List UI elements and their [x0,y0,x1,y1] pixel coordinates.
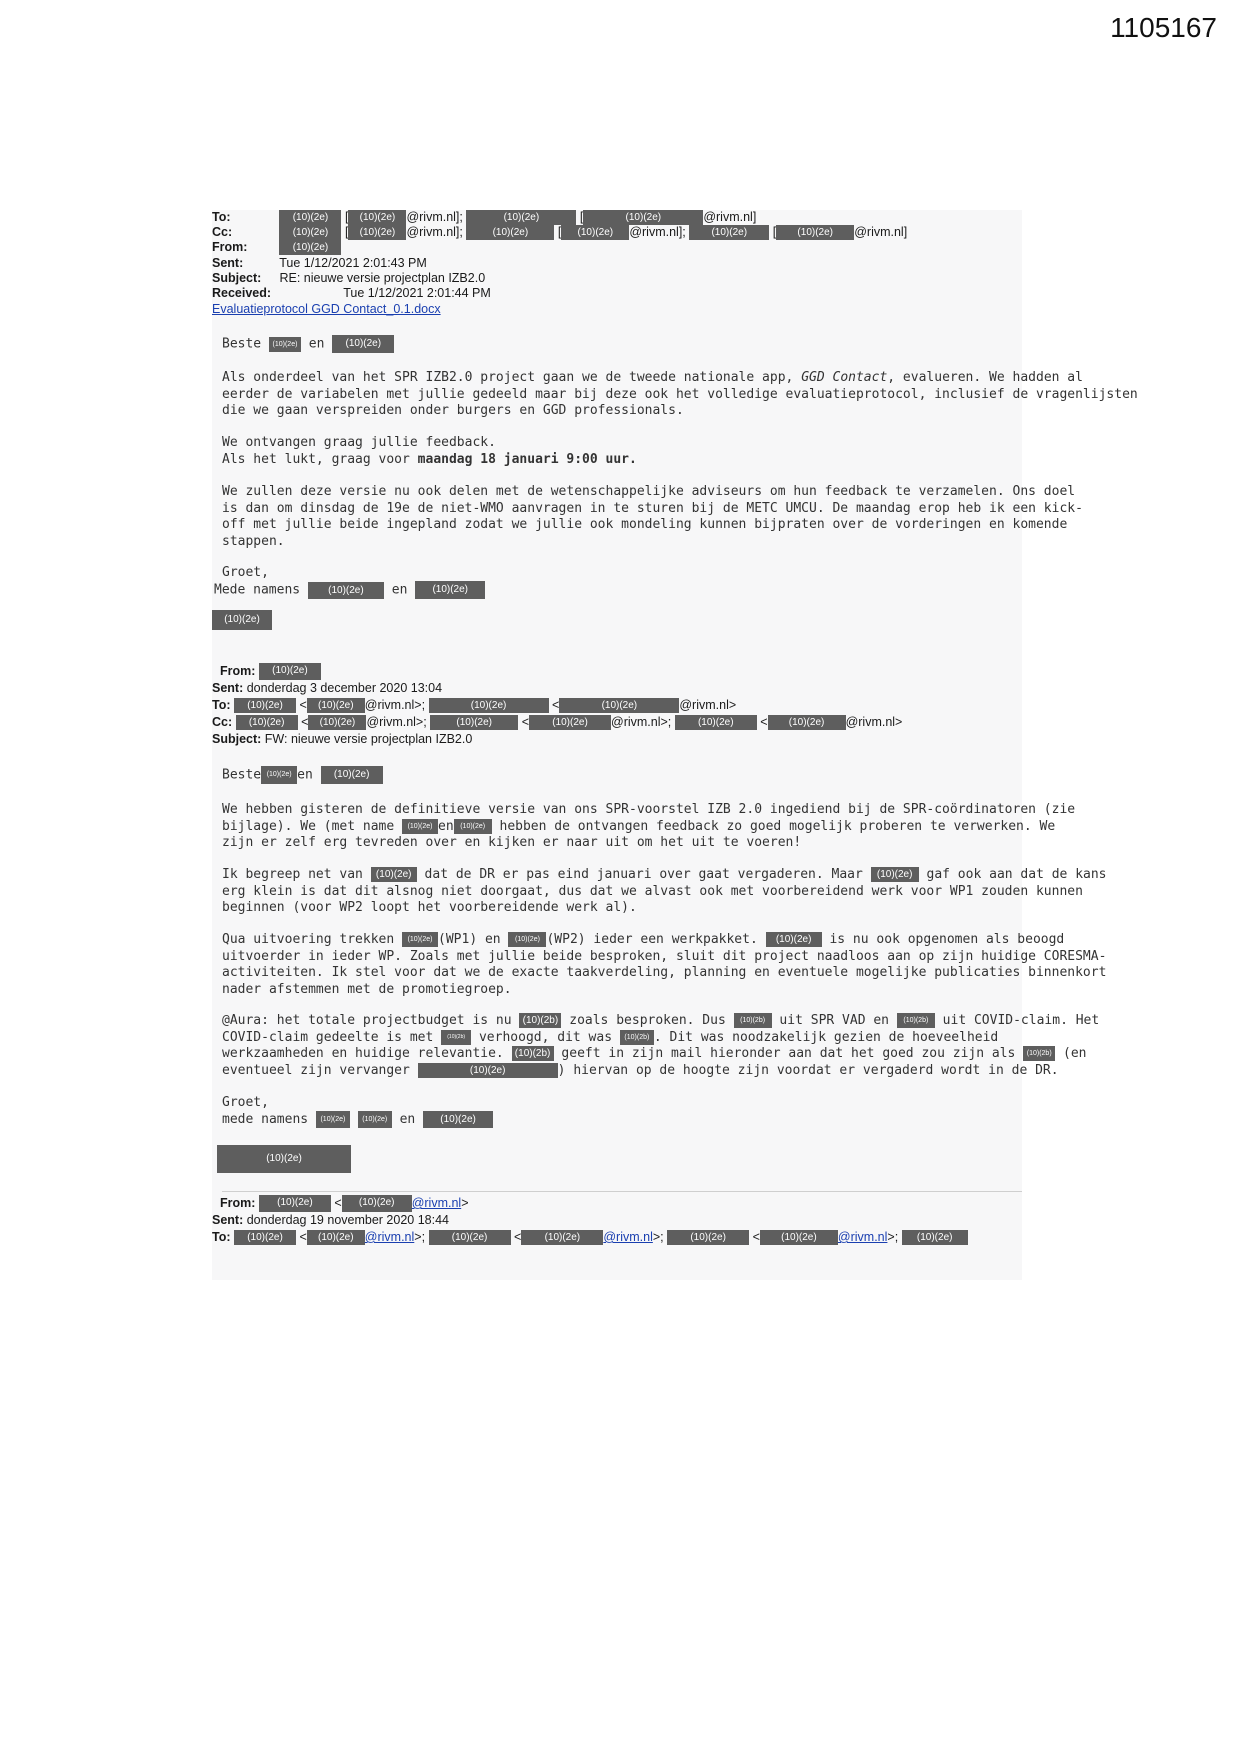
email-domain: @rivm.nl]; [406,225,463,239]
attachment-link[interactable]: Evaluatieprotocol GGD Contact_0.1.docx [212,302,441,316]
redaction: (10)(2b) [519,1013,561,1028]
redaction: (10)(2e) [308,715,366,730]
email1-received-row [212,286,491,301]
email-printout [212,210,1138,1280]
email1-from-row [212,240,341,255]
email2-paragraph-4: @Aura: het totale projectbudget is nu (10)(2b) zoals besproken. Dus (10)(2b) uit SPR VAD en (10)(2b) uit COVID-claim. Het COVID-claim gedeelte is met (10)(2b) verhoogd, dit was (10)(2b) . Dit was noodzakelijk gezien de hoeveelheid werkzaamheden en huidige relevantie. (10)(2b) geeft in zijn mail hieronder aan dat het goed zou zijn als (10)(2b) (en eventueel zijn vervanger (10)(2e) ) hiervan op de hoogte zijn voordat er vergaderd wordt in de DR. [222,1013,1100,1078]
redaction: (10)(2e) [429,1230,511,1245]
redaction: (10)(2e) [348,210,406,225]
redaction: (10)(2e) [279,210,341,225]
redaction: (10)(2e) [529,715,611,730]
email2-paragraph-3: Qua uitvoering trekken (10)(2e) (WP1) en (10)(2e) (WP2) ieder een werkpakket. (10)(2e) is nu ook opgenomen als beoogd uitvoerder in ieder WP. Zoals met jullie beide besproken, sluit dit project naadloos aan op zijn huidige CORESMA- activiteiten. Ik stel voor dat we de exacte taakverdeling, planning en eventuele mogelijke publicaties binnenkort nader afstemmen met de promotiegroep. [222,932,1107,997]
email-domain: @rivm.nl] [703,210,757,224]
redaction: (10)(2e) [321,766,383,784]
redaction: (10)(2e) [902,1230,968,1245]
redaction: (10)(2e) [766,932,822,947]
redaction: (10)(2e) [348,225,406,240]
email-link[interactable]: @rivm.nl [411,1196,462,1210]
redaction: (10)(2e) [307,698,365,713]
redaction: (10)(2e) [259,1195,331,1212]
email2-greeting: Beste (10)(2e) en (10)(2e) [222,766,383,784]
received-date: Tue 1/12/2021 2:01:44 PM [343,286,491,300]
redaction: (10)(2e) [871,867,919,882]
email3-from-row: From: (10)(2e) < (10)(2e) @rivm.nl> [220,1195,469,1212]
redaction: (10)(2e) [667,1230,749,1245]
redaction: (10)(2e) [402,932,438,947]
redaction: (10)(2e) [259,663,321,680]
received-label: Received: [212,286,272,300]
email1-paragraph-2: We ontvangen graag jullie feedback. Als het lukt, graag voor maandag 18 januari 9:00 uur. [222,435,637,467]
redaction: (10)(2e) [675,715,757,730]
email3-to-row: To: (10)(2e) < (10)(2e) @rivm.nl>; (10)(2e) < (10)(2e) @rivm.nl>; (10)(2e) < (10)(2e) @rivm.nl>; (10)(2e) [212,1229,968,1246]
email1-closing: Groet, [222,565,269,580]
email2-subject-row: Subject: FW: nieuwe versie projectplan IZB2.0 [212,732,473,746]
email-domain: @rivm.nl]; [406,210,463,224]
redaction: (10)(2e) [307,1230,365,1245]
email-domain: @rivm.nl] [854,225,908,239]
email2-sent-row: Sent: donderdag 3 december 2020 13:04 [212,681,443,695]
email2-cc-row: Cc: (10)(2e) < (10)(2e) @rivm.nl>; (10)(2e) < (10)(2e) @rivm.nl>; (10)(2e) < (10)(2e) @rivm.nl> [212,715,903,729]
redaction: (10)(2e) [342,1195,412,1212]
redaction: (10)(2e) [466,210,576,225]
redaction: (10)(2e) [561,225,629,240]
redaction: (10)(2e) [423,1111,493,1128]
email2-paragraph-1: We hebben gisteren de definitieve versie van ons SPR-voorstel IZB 2.0 ingediend bij de SPR-coördinatoren (zie bijlage). We (met name (10)(2e) en (10)(2e) hebben de ontvangen feedback zo goed mogelijk proberen te verwerken. We zijn er zelf erg tevreden over en kijken er naar uit om het uit te voeren! [222,802,1076,850]
email-link[interactable]: @rivm.nl [603,1230,653,1244]
email1-subject-row [212,271,485,286]
email2-from-row: From: (10)(2e) [220,663,321,680]
cc-label: Cc: [212,225,233,239]
redaction: (10)(2e) [429,698,549,713]
redaction: (10)(2b) [620,1030,654,1045]
redaction: (10)(2e) [308,582,384,599]
email1-sent-row [212,256,427,271]
email2-closing: Groet, [222,1095,269,1110]
email-link[interactable]: @rivm.nl [837,1230,888,1244]
email2-signature [217,1145,351,1173]
redaction: (10)(2e) [371,867,417,882]
email1-signature [212,610,272,630]
email2-paragraph-2: Ik begreep net van (10)(2e) dat de DR er pas eind januari over gaat vergaderen. Maar (10)(2e) gaf ook aan dat de kans erg klein is dat dit alsnog niet doorgaat, dus dat we alvast ook met voorbereidend werk voor WP1 zouden kunnen beginnen (voor WP2 loopt het voorbereidende werk al). [222,867,1107,915]
redaction: (10)(2e) [234,1230,296,1245]
to-label: To: [212,210,231,224]
redaction: (10)(2e) [559,698,679,713]
redaction: (10)(2e) [261,766,297,784]
redaction: (10)(2e) [466,225,554,240]
subject-text: RE: nieuwe versie projectplan IZB2.0 [279,271,486,285]
redaction: (10)(2e) [508,932,546,947]
redaction: (10)(2e) [269,337,301,352]
redaction: (10)(2e) [217,1145,351,1173]
email1-attachment-row [212,302,441,317]
redaction: (10)(2e) [358,1111,392,1128]
redaction: (10)(2e) [521,1230,603,1245]
redaction: (10)(2e) [316,1111,350,1128]
redaction: (10)(2e) [760,1230,838,1245]
redaction: (10)(2e) [279,240,341,255]
redaction: (10)(2b) [897,1013,935,1028]
redaction: (10)(2b) [441,1030,471,1045]
redaction: (10)(2e) [415,581,485,599]
redaction: (10)(2e) [768,715,846,730]
from-label: From: [212,240,248,254]
email3-sent-row: Sent: donderdag 19 november 2020 18:44 [212,1213,449,1227]
redaction: (10)(2e) [212,610,272,630]
email-domain: @rivm.nl]; [629,225,686,239]
redaction: (10)(2e) [332,335,394,353]
redaction: (10)(2e) [689,225,769,240]
redaction: (10)(2e) [583,210,703,225]
email1-signoff: Mede namens (10)(2e) en (10)(2e) [214,581,485,599]
redaction: (10)(2e) [279,225,341,240]
divider [222,1191,1022,1192]
sent-date: Tue 1/12/2021 2:01:43 PM [279,256,427,270]
redaction: (10)(2e) [236,715,298,730]
redaction: (10)(2b) [1023,1046,1055,1061]
redaction: (10)(2b) [734,1013,772,1028]
email1-to-row: To: (10)(2e) [ (10)(2e) @rivm.nl]; (10)(2e) [ (10)(2e) @rivm.nl] [212,210,757,224]
redaction: (10)(2e) [454,819,492,834]
redaction: (10)(2e) [234,698,296,713]
redaction: (10)(2e) [430,715,518,730]
email2-to-row: To: (10)(2e) < (10)(2e) @rivm.nl>; (10)(2e) < (10)(2e) @rivm.nl> [212,698,737,712]
subject-label: Subject: [212,271,262,285]
redaction: (10)(2e) [418,1063,558,1078]
email1-cc-row: Cc: (10)(2e) [ (10)(2e) @rivm.nl]; (10)(2e) [ (10)(2e) @rivm.nl]; (10)(2e) [ (10)(2e) @rivm.nl] [212,225,908,239]
email-link[interactable]: @rivm.nl [364,1230,415,1244]
email1-paragraph-1: Als onderdeel van het SPR IZB2.0 project gaan we de tweede nationale app, GGD Contact, evalueren. We hadden al eerder de variabelen met jullie gedeeld maar bij deze ook het volledige evaluatieprotocol, inclusief de vragenlijsten die we gaan verspreiden onder burgers en GGD professionals. [222,370,1138,418]
redaction: (10)(2e) [402,819,438,834]
document-number: 1105167 [1110,12,1217,43]
redaction: (10)(2e) [776,225,854,240]
email2-signoff: mede namens (10)(2e) (10)(2e) en (10)(2e) [222,1111,493,1129]
email1-paragraph-3: We zullen deze versie nu ook delen met de wetenschappelijke adviseurs om hun feedback te verzamelen. Ons doel is dan om dinsdag de 19e de niet-WMO aanvragen in te sturen bij de METC UMCU. De maandag erop heb ik een kick- off met jullie beide ingepland zodat we jullie ook mondeling kunnen bijpraten over de vorderingen en komende stappen. [222,484,1083,549]
sent-label: Sent: [212,256,244,270]
redaction: (10)(2b) [512,1046,554,1061]
email1-greeting: Beste (10)(2e) en (10)(2e) [222,335,394,353]
